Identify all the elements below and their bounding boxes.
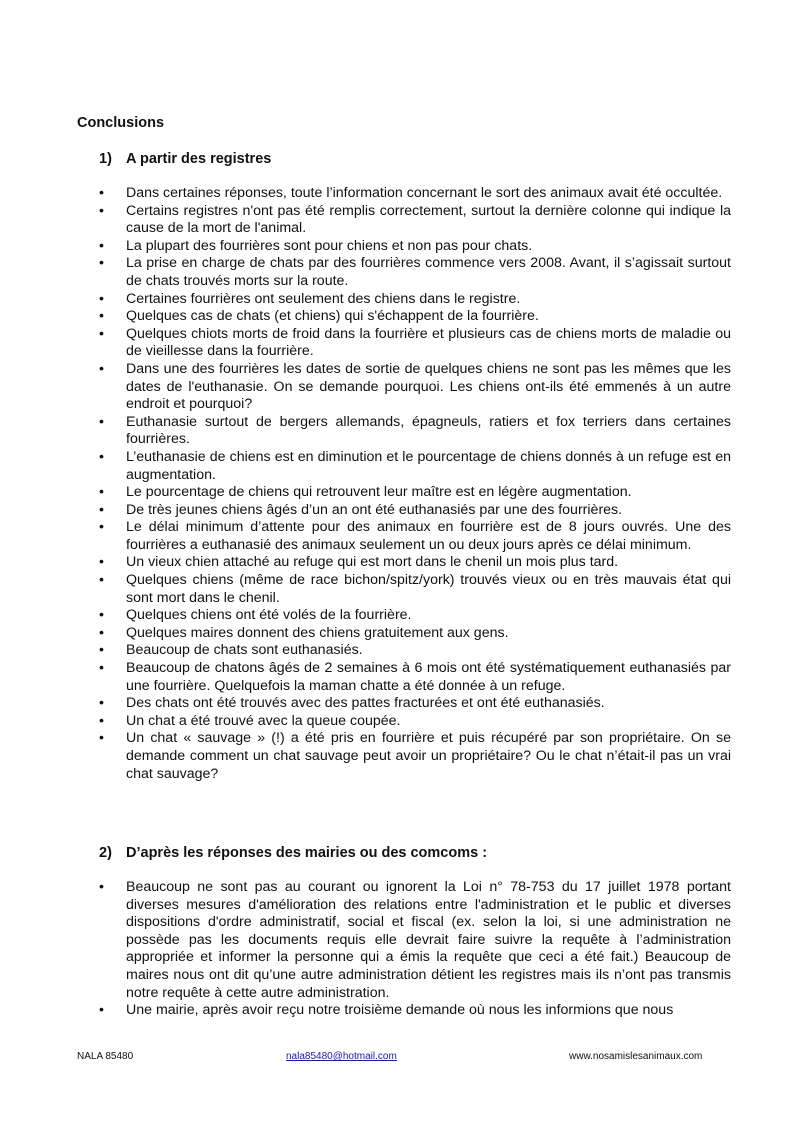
list-item-text: Un chat a été trouvé avec la queue coupée.: [126, 712, 401, 729]
section-1-list: [99, 185, 731, 783]
list-item-text: Beaucoup de chatons âgés de 2 semaines à 6 mois ont été systématiquement euthanasiés par une fourrière. Quelquefois la maman chatte a été donnée à un refuge.: [126, 660, 731, 694]
list-item-text: Quelques chiots morts de froid dans la fourrière et plusieurs cas de chiens morts de maladie ou de vieillesse dans la fourrière.: [126, 325, 731, 360]
section-1-title: A partir des registres: [126, 151, 272, 167]
footer-email-link[interactable]: nala85480@hotmail.com: [286, 1051, 397, 1062]
list-item: [99, 502, 731, 520]
list-item: [99, 326, 731, 361]
list-item-text: La plupart des fourrières sont pour chiens et non pas pour chats.: [126, 237, 533, 254]
list-item: [99, 308, 731, 326]
bullet-icon: •: [99, 624, 104, 641]
list-item-text: Certains registres n'ont pas été remplis correctement, surtout la dernière colonne qui indique la cause de la mort de l'animal.: [126, 202, 731, 237]
list-item-text: La prise en charge de chats par des fourrières commence vers 2008. Avant, il s’agissait surtout de chats trouvés morts sur la route.: [126, 255, 731, 289]
bullet-icon: •: [99, 484, 104, 501]
list-item: [99, 730, 731, 783]
list-item-text: Un vieux chien attaché au refuge qui est mort dans le chenil un mois plus tard.: [126, 554, 619, 571]
list-item: [99, 625, 731, 643]
section-2-title: D’après les réponses des mairies ou des comcoms :: [126, 845, 488, 861]
list-item: [99, 361, 731, 414]
list-item-text: Beaucoup ne sont pas au courant ou ignorent la Loi n° 78-753 du 17 juillet 1978 portant diverses mesures d'amélioration des relations entre l'administration et le public et diverses dispositions d'ordre administratif, social et fiscal (ex. selon la loi, si une administration ne possède pas les documents requis elle devrait faire suivre la requête à l’administration appropriée et informer la personne qui a émis la requête que ceci a été fait.) Beaucoup de maires nous ont dit qu’une autre administration détient les registres mais ils n’ont pas transmis notre requête à cette autre administration.: [126, 879, 731, 1001]
bullet-icon: •: [99, 519, 104, 536]
list-item: [99, 660, 731, 695]
list-item: [99, 713, 731, 731]
list-item: [99, 607, 731, 625]
list-item-text: Dans certaines réponses, toute l’information concernant le sort des animaux avait été occultée.: [126, 185, 723, 201]
list-item-text: Quelques chiens (même de race bichon/spitz/york) trouvés vieux ou en très mauvais état qui sont mort dans le chenil.: [126, 572, 731, 606]
list-item-text: Beaucoup de chats sont euthanasiés.: [126, 642, 363, 659]
footer-organization: NALA 85480: [77, 1051, 134, 1062]
list-item: [99, 695, 731, 713]
bullet-icon: •: [99, 1002, 104, 1019]
section-2-number: 2): [99, 845, 112, 861]
bullet-icon: •: [99, 290, 104, 307]
section-1-number: 1): [99, 151, 112, 167]
list-item: [99, 449, 731, 484]
list-item-text: Le pourcentage de chiens qui retrouvent leur maître est en légère augmentation.: [126, 484, 632, 501]
list-item-text: Euthanasie surtout de bergers allemands, épagneuls, ratiers et fox terriers dans certaines fourrières.: [126, 413, 731, 448]
list-item: [99, 238, 731, 256]
section-2-heading: [99, 845, 487, 861]
bullet-icon: •: [99, 712, 104, 729]
page-title: Conclusions: [77, 115, 165, 131]
footer-website: www.nosamislesanimaux.com: [569, 1051, 703, 1062]
bullet-icon: •: [99, 660, 104, 677]
bullet-icon: •: [99, 572, 104, 589]
list-item: [99, 642, 731, 660]
list-item-text: Quelques maires donnent des chiens gratuitement aux gens.: [126, 624, 509, 641]
bullet-icon: •: [99, 448, 104, 465]
bullet-icon: •: [99, 325, 104, 342]
list-item-text: Certaines fourrières ont seulement des chiens dans le registre.: [126, 290, 521, 307]
bullet-icon: •: [99, 360, 104, 377]
list-item: [99, 572, 731, 607]
list-item: [99, 484, 731, 502]
list-item-text: Quelques cas de chats (et chiens) qui s'échappent de la fourrière.: [126, 308, 539, 325]
list-item: [99, 554, 731, 572]
list-item-text: Le délai minimum d’attente pour des animaux en fourrière est de 8 jours ouvrés. Une des fourrières a euthanasié des animaux seulement un ou deux jours après ce délai minimum.: [126, 519, 731, 553]
bullet-icon: •: [99, 642, 104, 659]
bullet-icon: •: [99, 308, 104, 325]
bullet-icon: •: [99, 255, 104, 272]
bullet-icon: •: [99, 879, 104, 895]
list-item: [99, 414, 731, 449]
bullet-icon: •: [99, 237, 104, 254]
bullet-icon: •: [99, 202, 104, 219]
list-item-text: Un chat « sauvage » (!) a été pris en fourrière et puis récupéré par son propriétaire. On se demande comment un chat sauvage peut avoir un propriétaire? Ou le chat n’était-il pas un vrai chat sauvage?: [126, 730, 731, 782]
bullet-icon: •: [99, 695, 104, 712]
bullet-icon: •: [99, 554, 104, 571]
list-item-text: Dans une des fourrières les dates de sortie de quelques chiens ne sont pas les mêmes que les dates de l'euthanasie. On se demande pourquoi. Les chiens ont-ils été emmenés à un autre endroit et pourquoi?: [126, 360, 731, 413]
bullet-icon: •: [99, 501, 104, 518]
bullet-icon: •: [99, 730, 104, 747]
list-item: [99, 203, 731, 238]
list-item-text: Quelques chiens ont été volés de la fourrière.: [126, 607, 412, 624]
list-item: [99, 291, 731, 309]
bullet-icon: •: [99, 185, 104, 201]
list-item-text: Une mairie, après avoir reçu notre troisième demande où nous les informions que nous: [126, 1002, 674, 1019]
list-item: [99, 1002, 731, 1020]
list-item-text: De très jeunes chiens âgés d’un an ont été euthanasiés par une des fourrières.: [126, 501, 623, 518]
section-2-list: [99, 879, 731, 1020]
list-item: [99, 519, 731, 554]
list-item: [99, 879, 731, 1002]
list-item-text: Des chats ont été trouvés avec des pattes fracturées et ont été euthanasiés.: [126, 695, 605, 712]
bullet-icon: •: [99, 607, 104, 624]
bullet-icon: •: [99, 413, 104, 430]
list-item: [99, 255, 731, 290]
list-item: [99, 185, 731, 203]
list-item-text: L’euthanasie de chiens est en diminution et le pourcentage de chiens donnés à un refuge est en augmentation.: [126, 448, 731, 483]
section-1-heading: [99, 151, 271, 167]
